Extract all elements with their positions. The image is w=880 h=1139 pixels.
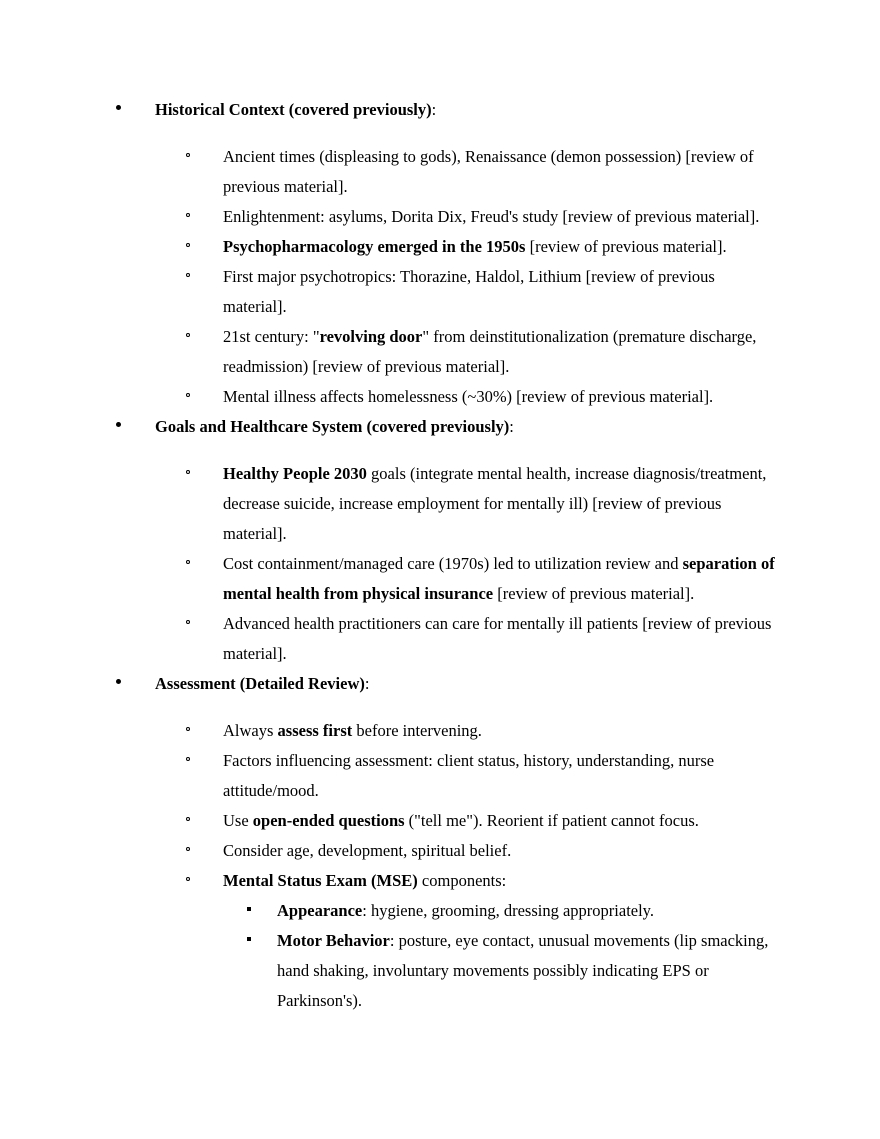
bullet-circle-icon [186,806,190,836]
emphasis-text: Appearance [277,901,363,920]
outline-section [100,412,780,669]
bullet-circle-icon [186,746,190,776]
outline-item [170,866,780,1016]
outline-item-text [223,614,771,663]
body-text: Advanced health practitioners can care for mentally ill patients [review of previous material]. [223,614,772,663]
outline-subitem [225,896,780,926]
body-text: 21st century: " [223,327,320,346]
body-text: Mental illness affects homelessness (~30%) [review of previous material]. [223,387,714,406]
bullet-circle-icon [186,716,190,746]
outline-level-2-list [155,716,780,1016]
body-text: First major psychotropics: Thorazine, Haldol, Lithium [review of previous material]. [223,267,715,316]
body-text: Use [223,811,253,830]
emphasis-text: Psychopharmacology emerged in the 1950s [223,237,526,256]
section-heading [155,412,780,442]
section-heading-colon: : [431,100,437,119]
section-heading-colon: : [509,417,514,436]
outline-item-text [223,327,756,376]
body-text: : posture, eye contact, unusual movements (lip smacking, hand shaking, involuntary movements possibly indicating EPS or Parkinson's). [277,931,769,1010]
bullet-disc-icon [116,95,121,125]
outline-level-2-list [155,142,780,412]
section-heading [155,95,780,125]
bullet-square-icon [247,896,251,926]
bullet-circle-icon [186,322,190,352]
outline-item-text [223,841,511,860]
outline-section [100,669,780,1016]
body-text: Ancient times (displeasing to gods), Renaissance (demon possession) [review of previous material]. [223,147,754,196]
bullet-circle-icon [186,232,190,262]
outline-subitem-text [277,901,654,920]
outline-item-text [223,751,714,800]
bullet-disc-icon [116,412,121,442]
outline-item [170,716,780,746]
outline-level-1-list [100,95,780,1016]
outline-item-text [223,811,699,830]
outline-section [100,95,780,412]
body-text: " from deinstitutionalization (premature discharge, readmission) [review of previous material]. [223,327,757,376]
outline-subitem-text [277,931,768,1010]
outline-item [170,322,780,382]
bullet-circle-icon [186,836,190,866]
bullet-circle-icon [186,202,190,232]
section-heading-label: Goals and Healthcare System (covered previously) [155,417,510,436]
body-text: ("tell me"). Reorient if patient cannot focus. [404,811,699,830]
outline-item [170,262,780,322]
outline-item [170,806,780,836]
emphasis-text: Motor Behavior [277,931,390,950]
section-heading-colon: : [364,674,370,693]
emphasis-text: separation of mental health from physical insurance [223,554,775,603]
bullet-circle-icon [186,142,190,172]
section-heading-label: Historical Context (covered previously) [155,100,432,119]
bullet-disc-icon [116,669,121,699]
outline-item-text [223,387,713,406]
outline-level-3-list [223,896,780,1016]
body-text: [review of previous material]. [525,237,727,256]
outline-level-2-list [155,459,780,669]
bullet-circle-icon [186,262,190,292]
bullet-circle-icon [186,609,190,639]
body-text: before intervening. [352,721,482,740]
body-text: goals (integrate mental health, increase diagnosis/treatment, decrease suicide, increase employment for mentally ill) [review of previous material]. [223,464,767,543]
outline-item [170,549,780,609]
outline-item-text [223,267,715,316]
body-text: Enlightenment: asylums, Dorita Dix, Freud's study [review of previous material]. [223,207,760,226]
outline-item-text [223,147,754,196]
bullet-circle-icon [186,459,190,489]
body-text: [review of previous material]. [493,584,695,603]
outline-item [170,142,780,202]
outline-item-text [223,554,775,603]
body-text: Always [223,721,278,740]
outline-item [170,232,780,262]
outline-item-text [223,871,506,890]
outline-item [170,202,780,232]
emphasis-text: open-ended questions [252,811,405,830]
body-text: Factors influencing assessment: client status, history, understanding, nurse attitude/mood. [223,751,715,800]
outline-content [100,95,780,1016]
outline-item [170,609,780,669]
body-text: : hygiene, grooming, dressing appropriately. [362,901,654,920]
outline-item-text [223,721,482,740]
bullet-circle-icon [186,382,190,412]
bullet-circle-icon [186,549,190,579]
section-heading-label: Assessment (Detailed Review) [155,674,365,693]
body-text: Cost containment/managed care (1970s) led to utilization review and [223,554,683,573]
outline-item [170,746,780,806]
bullet-circle-icon [186,866,190,896]
outline-item [170,459,780,549]
outline-item [170,382,780,412]
emphasis-text: revolving door [319,327,423,346]
outline-item-text [223,464,766,543]
emphasis-text: Mental Status Exam (MSE) [223,871,418,890]
emphasis-text: assess first [277,721,353,740]
section-heading [155,669,780,699]
outline-item-text [223,237,727,256]
outline-item-text [223,207,759,226]
outline-subitem [225,926,780,1016]
body-text: Consider age, development, spiritual belief. [223,841,512,860]
emphasis-text: Healthy People 2030 [223,464,367,483]
outline-item [170,836,780,866]
bullet-square-icon [247,926,251,956]
body-text: components: [417,871,507,890]
